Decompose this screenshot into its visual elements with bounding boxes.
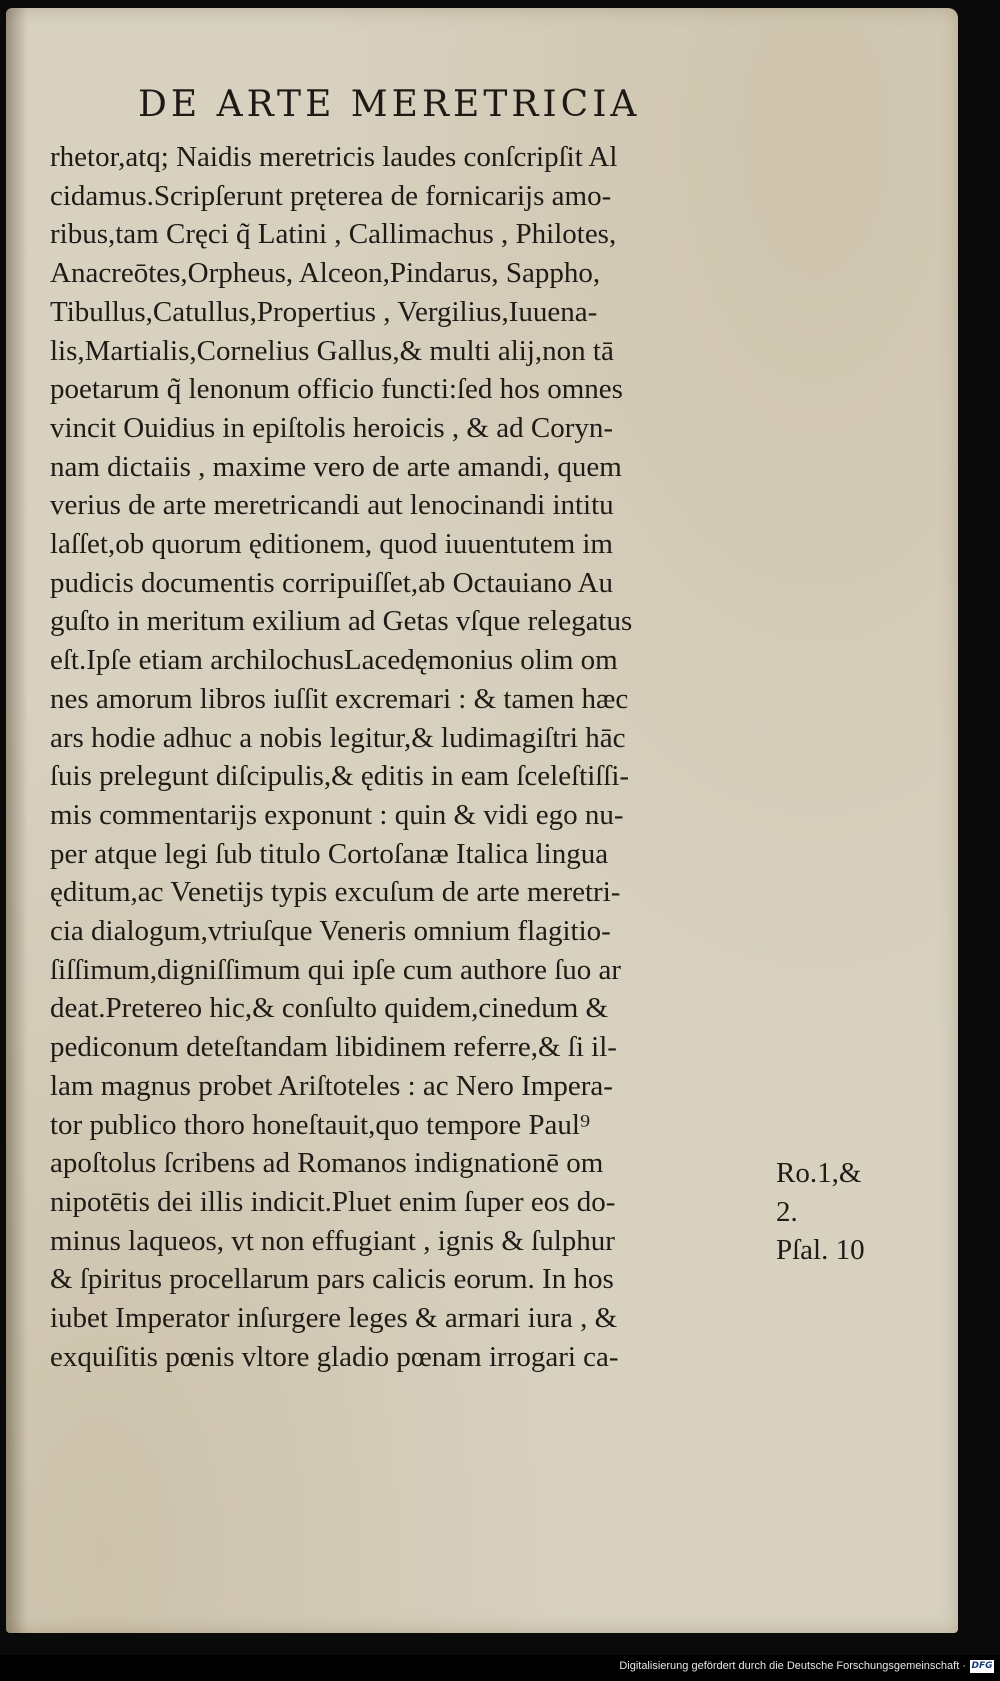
margin-note: Ro.1,& — [776, 1157, 862, 1189]
margin-note: 2. — [776, 1195, 798, 1228]
text-line: cidamus.Scripſerunt pręterea de fornicarijs amo- — [50, 179, 612, 212]
text-line: laſſet,ob quorum ęditionem, quod iuuentutem im — [50, 528, 613, 561]
text-line: Tibullus,Catullus,Propertius , Vergilius,Iuuena- — [50, 295, 598, 328]
text-line: mis commentarijs exponunt : quin & vidi ego nu- — [50, 798, 624, 831]
text-line: nes amorum libros iuſſit excremari : & tamen hæc — [50, 682, 629, 715]
text-line: poetarum q̃ lenonum officio functi:ſed hos omnes — [50, 373, 623, 406]
footer-bar — [0, 1655, 1000, 1681]
text-line: lam magnus probet Ariſtoteles : ac Nero Impera- — [50, 1069, 613, 1102]
text-line: vincit Ouidius in epiſtolis heroicis , & ad Coryn- — [50, 411, 614, 444]
body-text — [50, 138, 790, 1377]
text-line: exquiſitis pœnis vltore gladio pœnam irrogari ca- — [50, 1340, 619, 1373]
text-line: pudicis documentis corripuiſſet,ab Octauiano Au — [50, 566, 613, 599]
text-line: guſto in meritum exilium ad Getas vſque relegatus — [50, 605, 633, 638]
text-line: rhetor,atq; Naidis meretricis laudes conſcripſit Al — [50, 141, 618, 173]
text-line: deat.Pretereo hic,& conſulto quidem,cinedum & — [50, 992, 609, 1025]
gutter-shadow — [6, 8, 28, 1633]
text-line: ars hodie adhuc a nobis legitur,& ludimagiſtri hāc — [50, 721, 626, 754]
text-line: eſt.Ipſe etiam archilochusLacedęmonius olim om — [50, 644, 618, 677]
book-page — [6, 8, 958, 1633]
text-line: nipotētis dei illis indicit.Pluet enim ſuper eos do- — [50, 1185, 616, 1218]
text-line: ſuis prelegunt diſcipulis,& ęditis in eam ſceleſtiſſi- — [50, 760, 630, 793]
dfg-logo: DFG — [971, 1661, 993, 1671]
text-line: per atque legi ſub titulo Cortoſanæ Italica lingua — [50, 837, 609, 870]
text-line: pediconum deteſtandam libidinem referre,& ſi il- — [50, 1031, 617, 1064]
margin-note: Pſal. 10 — [776, 1234, 865, 1267]
text-line: ribus,tam Cręci q̃ Latini , Callimachus , Philotes, — [50, 218, 617, 251]
text-line: ſiſſimum,digniſſimum qui ipſe cum authore ſuo ar — [50, 953, 622, 986]
text-line: ęditum,ac Venetijs typis excuſum de arte meretri- — [50, 876, 621, 909]
margin-notes — [776, 1154, 865, 1270]
text-line: & ſpiritus procellarum pars calicis eorum. In hos — [50, 1263, 614, 1296]
text-line: verius de arte meretricandi aut lenocinandi intitu — [50, 489, 614, 522]
funding-credit: Digitalisierung gefördert durch die Deutsche Forschungsgemeinschaft · — [619, 1660, 966, 1672]
text-line: apoſtolus ſcribens ad Romanos indignationē om — [50, 1147, 604, 1180]
text-line: iubet Imperator inſurgere leges & armari iura , & — [50, 1302, 618, 1335]
text-line: Anacreōtes,Orpheus, Alceon,Pindarus, Sappho, — [50, 257, 601, 290]
text-line: nam dictaiis , maxime vero de arte amandi, quem — [50, 450, 622, 483]
text-line: tor publico thoro honeſtauit,quo tempore Paul⁹ — [50, 1108, 591, 1141]
text-line: lis,Martialis,Cornelius Gallus,& multi alij,non tā — [50, 334, 614, 367]
text-line: minus laqueos, vt non effugiant , ignis & ſulphur — [50, 1224, 615, 1257]
text-line: cia dialogum,vtriuſque Veneris omnium flagitio- — [50, 915, 611, 948]
running-head: DE ARTE MERETRICIA — [138, 84, 641, 125]
